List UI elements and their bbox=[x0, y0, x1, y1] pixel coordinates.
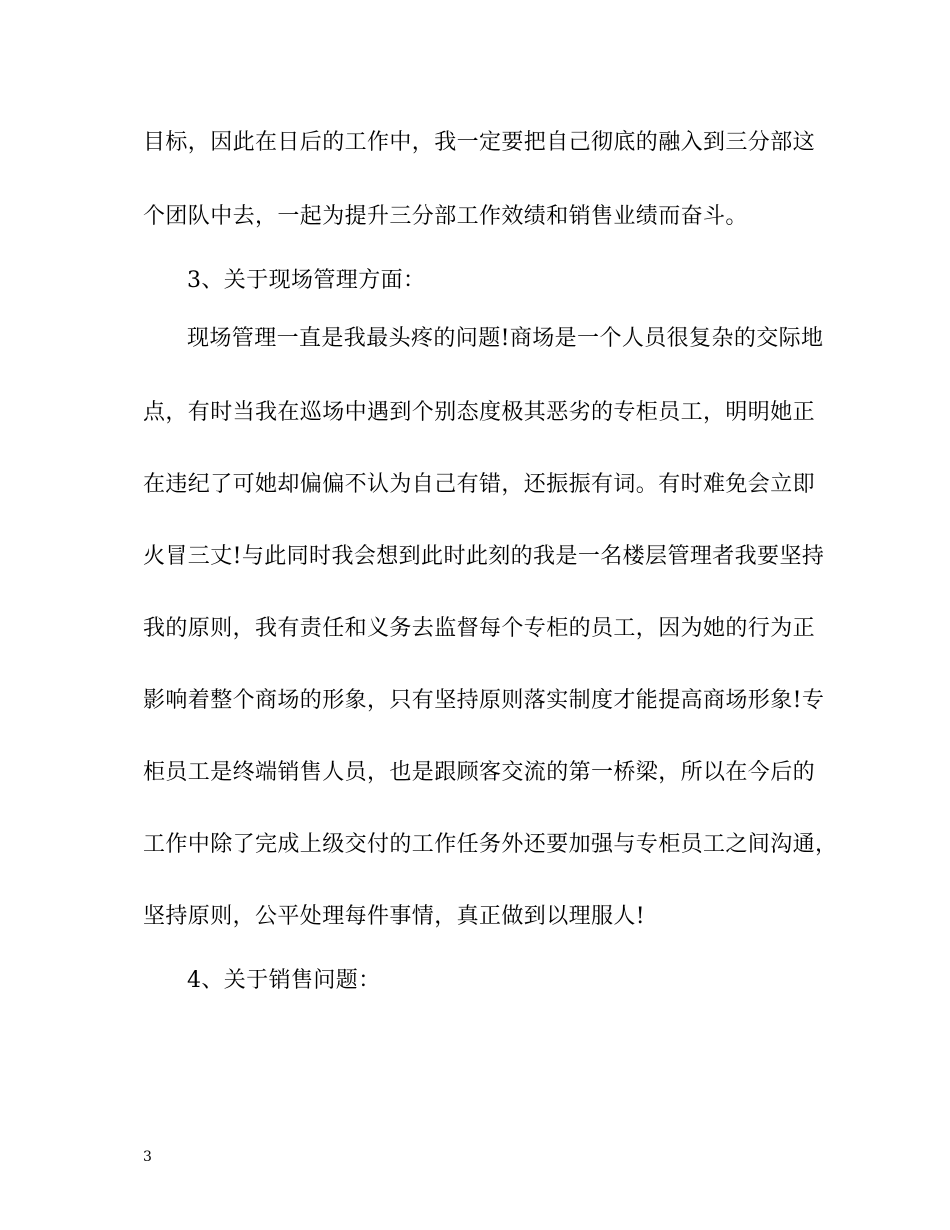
paragraph-line: 个团队中去，一起为提升三分部工作效绩和销售业绩而奋斗。 bbox=[143, 204, 748, 229]
paragraph-line: 点，有时当我在巡场中遇到个别态度极其恶劣的专柜员工，明明她正 bbox=[143, 400, 816, 425]
paragraph-line: 现场管理一直是我最头疼的问题!商场是一个人员很复杂的交际地 bbox=[187, 326, 824, 351]
paragraph-line: 工作中除了完成上级交付的工作任务外还要加强与专柜员工之间沟通， bbox=[143, 832, 838, 857]
paragraph-line: 我的原则，我有责任和义务去监督每个专柜的员工，因为她的行为正 bbox=[143, 616, 816, 641]
paragraph-line: 在违纪了可她却偏偏不认为自己有错，还振振有词。有时难免会立即 bbox=[143, 472, 816, 497]
page-number: 3 bbox=[143, 1149, 152, 1165]
paragraph-line: 火冒三丈!与此同时我会想到此时此刻的我是一名楼层管理者我要坚持 bbox=[143, 544, 825, 569]
paragraph-line: 坚持原则，公平处理每件事情，真正做到以理服人! bbox=[143, 904, 646, 929]
section-heading: 3、关于现场管理方面： bbox=[187, 268, 426, 293]
paragraph-line: 目标，因此在日后的工作中，我一定要把自己彻底的融入到三分部这 bbox=[143, 130, 816, 155]
paragraph-line: 影响着整个商场的形象，只有坚持原则落实制度才能提高商场形象!专 bbox=[143, 688, 825, 713]
paragraph-line: 柜员工是终端销售人员，也是跟顾客交流的第一桥梁，所以在今后的 bbox=[143, 760, 816, 785]
section-heading: 4、关于销售问题： bbox=[187, 968, 381, 993]
